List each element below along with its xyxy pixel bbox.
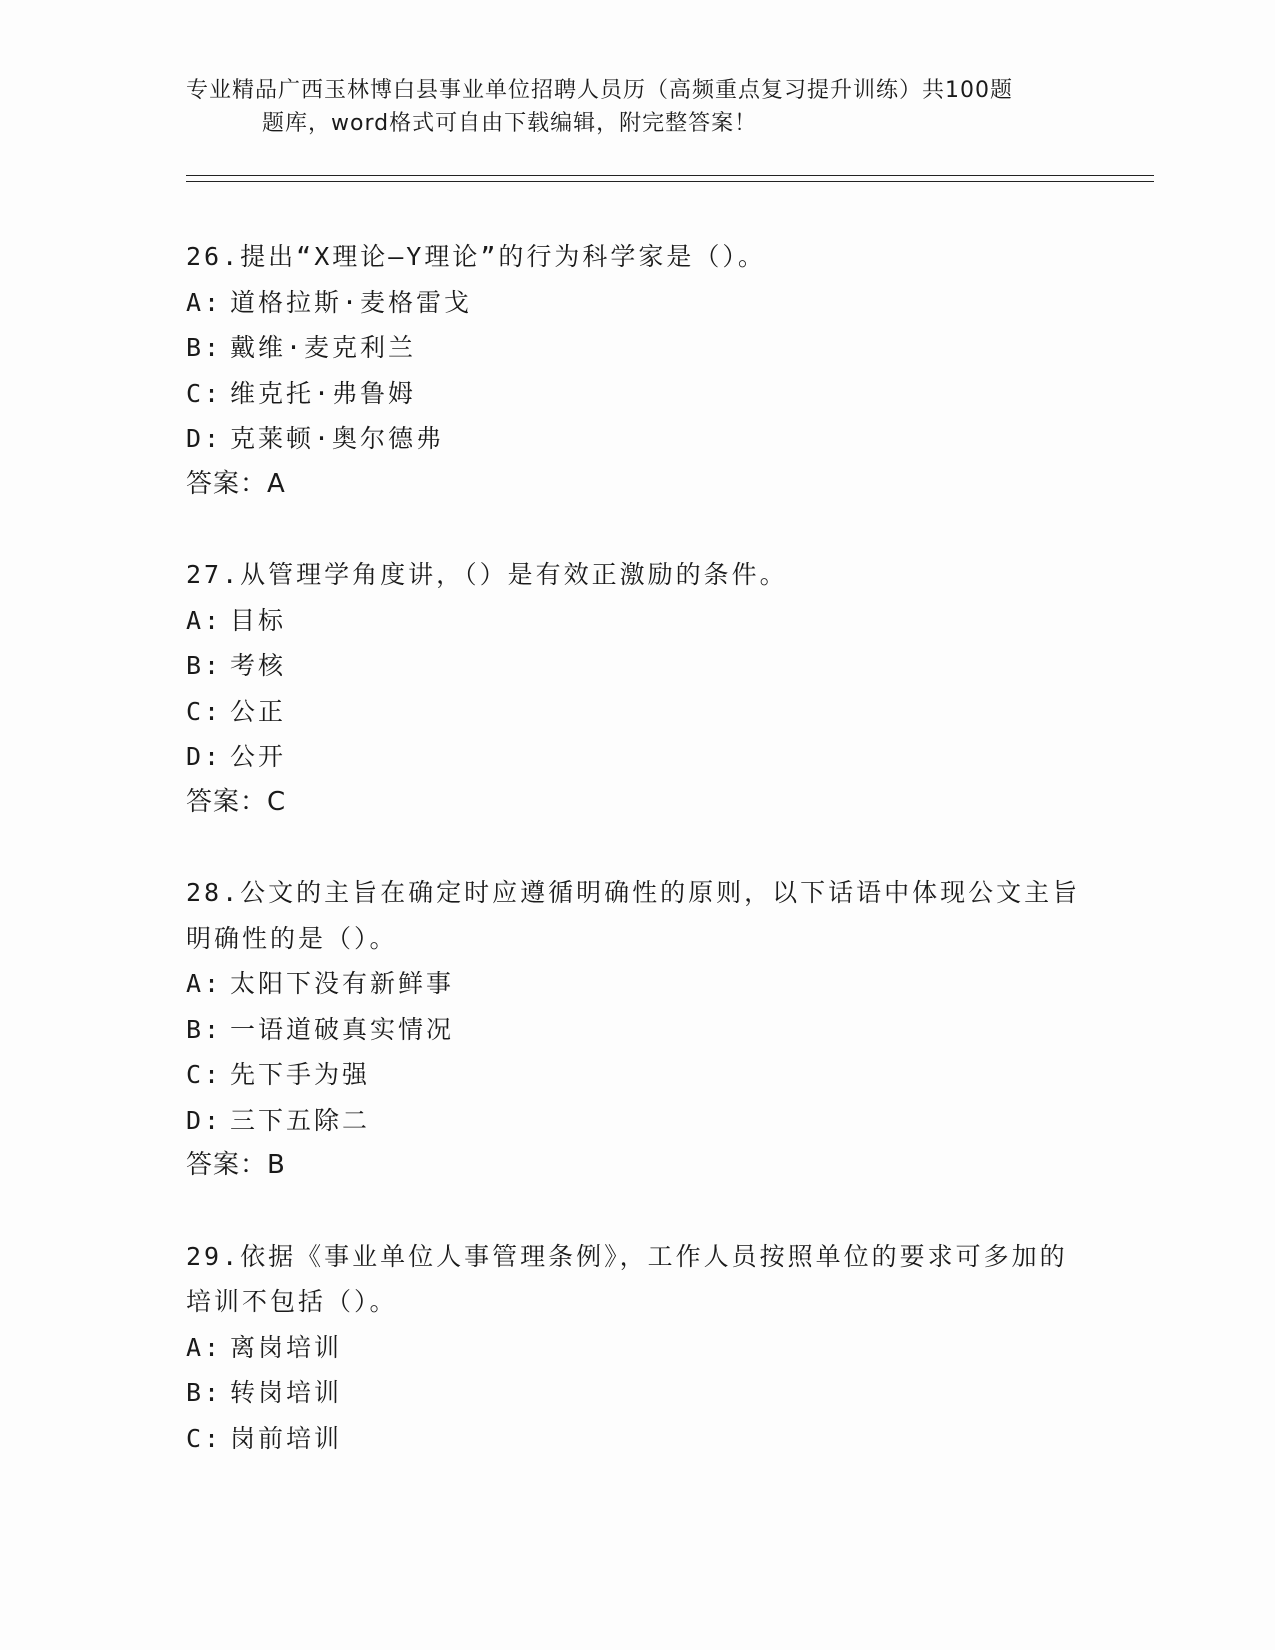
answer-value: C — [267, 786, 287, 817]
option-text: 公开 — [230, 742, 287, 771]
option-text: 道格拉斯·麦格雷戈 — [230, 287, 473, 317]
option-key: C: — [186, 1060, 223, 1089]
question-stem: 28.公文的主旨在确定时应遵循明确性的原则，以下话语中体现公文主旨明确性的是（）。 — [186, 878, 1081, 953]
option-key: D: — [186, 424, 223, 453]
option-c — [186, 689, 1086, 735]
header-title-line-1: 专业精品广西玉林博白县事业单位招聘人员历（高频重点复习提升训练）共100题 — [186, 78, 1013, 103]
option-text: 三下五除二 — [230, 1105, 371, 1135]
option-text: 转岗培训 — [230, 1378, 343, 1407]
question-list — [186, 234, 1086, 1506]
answer-label: 答案： — [186, 1150, 268, 1180]
answer-label: 答案： — [186, 786, 268, 817]
question-stem: 29.依据《事业单位人事管理条例》，工作人员按照单位的要求可多加的培训不包括（）。 — [186, 1241, 1068, 1316]
option-c — [186, 1052, 1086, 1098]
option-b — [186, 325, 1086, 371]
option-key: B: — [186, 651, 223, 680]
option-key: A: — [186, 969, 223, 998]
option-key: C: — [186, 378, 223, 408]
option-text: 维克托·弗鲁姆 — [230, 378, 417, 408]
option-text: 太阳下没有新鲜事 — [230, 969, 455, 998]
option-text: 戴维·麦克利兰 — [230, 333, 417, 362]
option-text: 岗前培训 — [230, 1423, 343, 1453]
answer-line — [186, 1143, 1086, 1189]
question-28 — [186, 870, 1086, 1189]
answer-value: B — [267, 1150, 286, 1180]
option-a — [186, 280, 1086, 326]
option-key: A: — [186, 287, 223, 317]
option-d — [186, 1098, 1086, 1144]
answer-value: A — [267, 468, 286, 499]
answer-line — [186, 462, 1086, 508]
option-b — [186, 1370, 1086, 1416]
header-title-line-2: 题库，word格式可自由下载编辑，附完整答案！ — [262, 111, 758, 136]
question-27 — [186, 552, 1086, 825]
option-key: A: — [186, 605, 223, 635]
option-key: B: — [186, 1378, 223, 1407]
option-text: 考核 — [230, 651, 287, 680]
option-key: B: — [186, 1014, 223, 1044]
header-divider-top — [186, 175, 1154, 176]
answer-label: 答案： — [186, 468, 268, 499]
header-divider-bottom — [186, 181, 1154, 182]
option-text: 目标 — [230, 605, 287, 635]
option-b — [186, 643, 1086, 689]
option-b — [186, 1007, 1086, 1053]
option-text: 公正 — [230, 696, 287, 726]
option-text: 离岗培训 — [230, 1332, 343, 1362]
answer-line — [186, 780, 1086, 826]
option-c — [186, 1416, 1086, 1462]
option-text: 一语道破真实情况 — [230, 1014, 455, 1044]
option-a — [186, 598, 1086, 644]
option-a — [186, 1325, 1086, 1371]
option-key: B: — [186, 333, 223, 362]
option-key: C: — [186, 696, 223, 726]
option-d — [186, 416, 1086, 462]
question-26 — [186, 234, 1086, 507]
option-key: D: — [186, 1105, 223, 1135]
option-c — [186, 371, 1086, 417]
option-a — [186, 961, 1086, 1007]
option-key: D: — [186, 742, 223, 771]
option-text: 克莱顿·奥尔德弗 — [230, 424, 445, 453]
option-text: 先下手为强 — [230, 1060, 371, 1089]
question-stem: 26.提出“X理论—Y理论”的行为科学家是（）。 — [186, 242, 766, 271]
question-29 — [186, 1234, 1086, 1462]
document-header — [186, 74, 1086, 140]
option-key: C: — [186, 1423, 223, 1453]
option-d — [186, 734, 1086, 780]
option-key: A: — [186, 1332, 223, 1362]
question-stem: 27.从管理学角度讲，（）是有效正激励的条件。 — [186, 560, 788, 589]
